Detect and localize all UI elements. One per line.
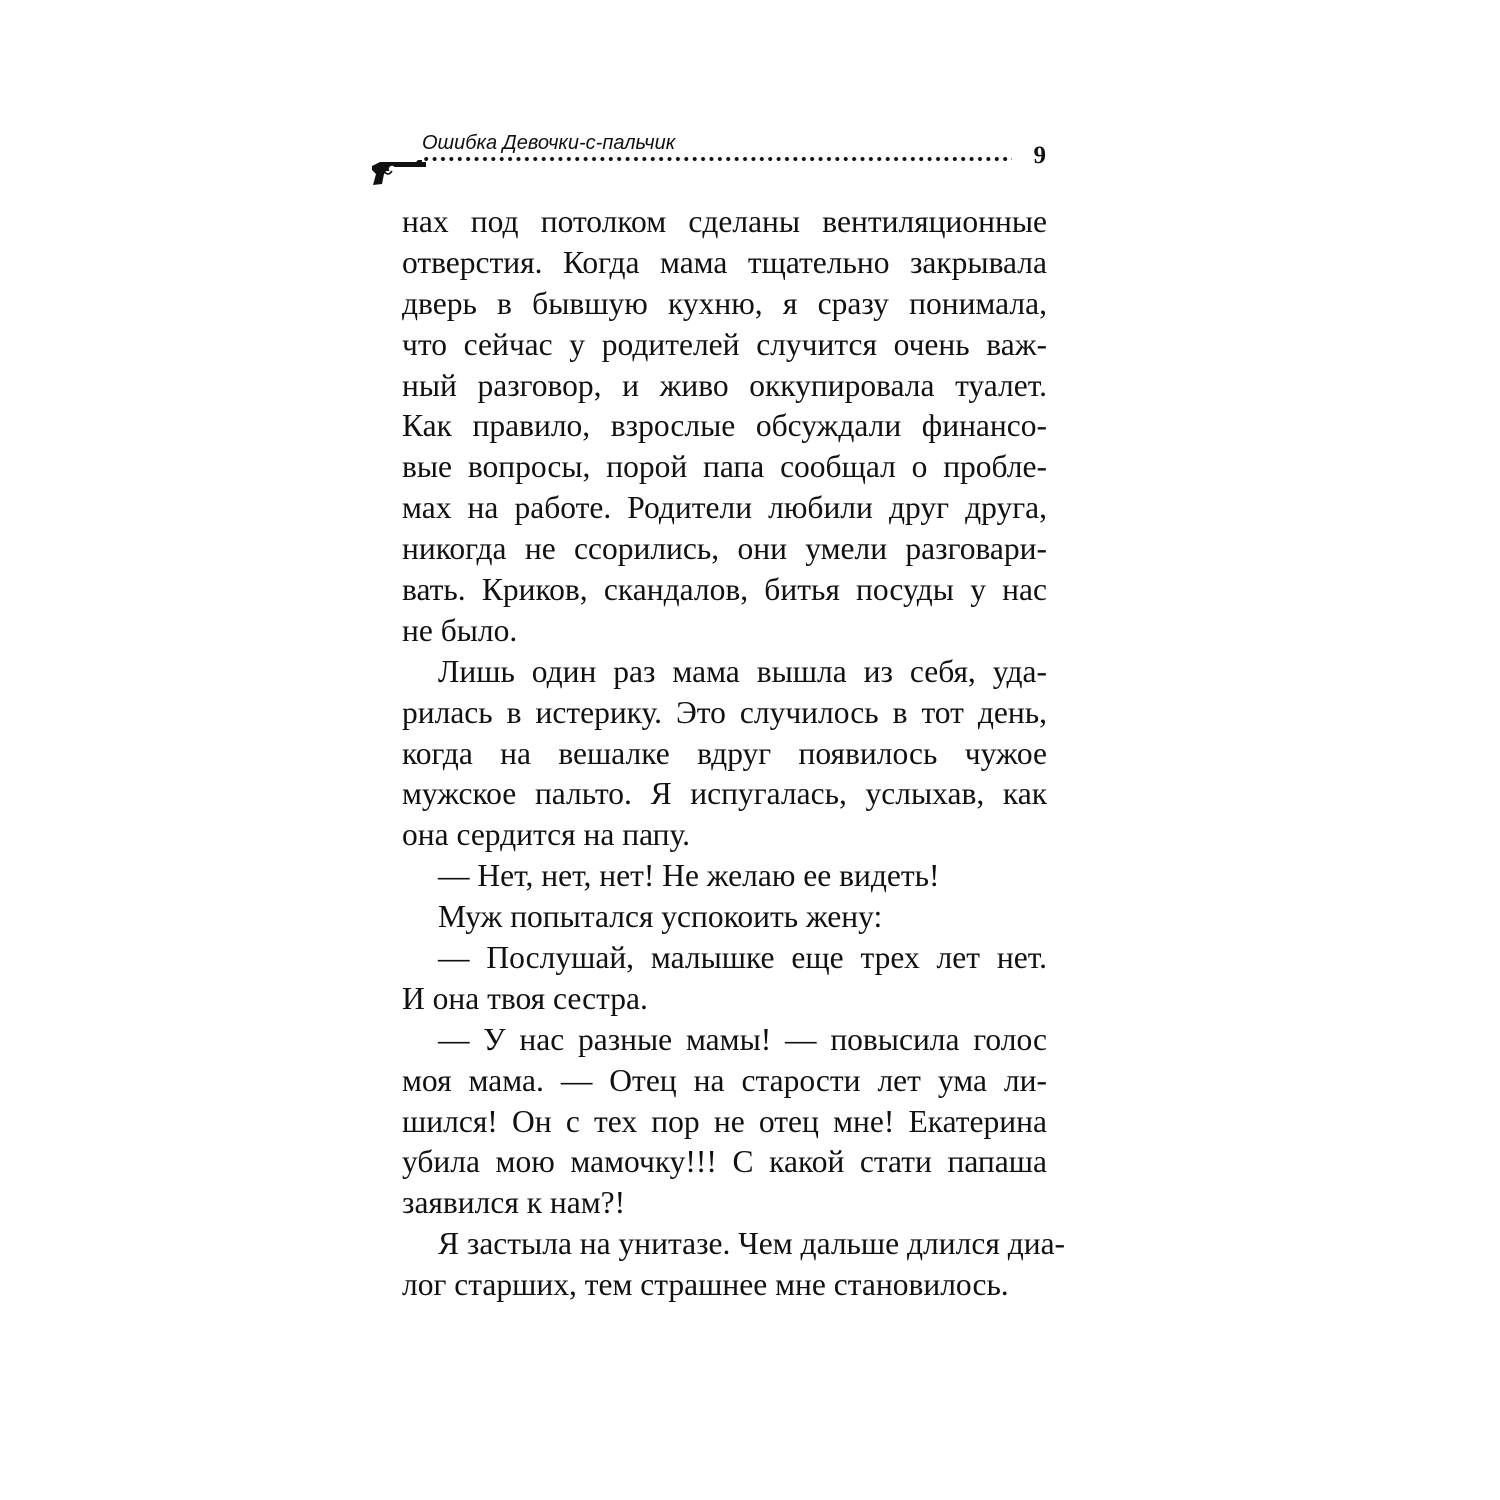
- text-line: моя мама. — Отец на старости лет ума ли-: [402, 1062, 1047, 1098]
- dotted-leader: [422, 155, 1012, 163]
- revolver-icon: [370, 152, 428, 186]
- text-line: И она твоя сестра.: [402, 980, 648, 1016]
- text-line: — Послушай, малышке еще трех лет нет.: [438, 940, 1047, 976]
- paragraph: [402, 897, 1047, 938]
- text-line: когда на вешалке вдруг появилось чужое: [402, 735, 1047, 771]
- running-header: [370, 128, 1060, 188]
- text-line: она сердится на папу.: [402, 817, 690, 853]
- paragraph: [402, 938, 1047, 1020]
- text-line: Лишь один раз мама вышла из себя, уда-: [438, 653, 1047, 689]
- text-line: нах под потолком сделаны вентиляционные: [402, 204, 1047, 239]
- text-line: не было.: [402, 612, 518, 648]
- paragraph: [402, 1224, 1066, 1306]
- text-line: Я застыла на унитазе. Чем дальше длился диа-: [438, 1226, 1066, 1262]
- paragraph: [402, 1020, 1047, 1224]
- text-line: Муж попытался успокоить жену:: [438, 899, 883, 935]
- text-line: заявился к нам?!: [402, 1185, 626, 1221]
- body-text: [402, 202, 1066, 1306]
- page-number: 9: [1033, 142, 1046, 169]
- text-line: — У нас разные мамы! — повысила голос: [438, 1021, 1047, 1057]
- text-line: мужское пальто. Я испугалась, услыхав, как: [402, 776, 1047, 812]
- paragraph: [402, 202, 1047, 652]
- text-line: вые вопросы, порой папа сообщал о пробле-: [402, 449, 1047, 485]
- text-line: вать. Криков, скандалов, битья посуды у нас: [402, 572, 1047, 608]
- text-line: лог старших, тем страшнее мне становилось.: [402, 1267, 1009, 1303]
- text-line: шился! Он с тех пор не отец мне! Екатерина: [402, 1103, 1047, 1139]
- text-line: никогда не ссорились, они умели разговари-: [402, 531, 1047, 567]
- running-title: Ошибка Девочки-с-пальчик: [422, 132, 676, 154]
- text-line: — Нет, нет, нет! Не желаю ее видеть!: [438, 858, 940, 894]
- text-line: рилась в истерику. Это случилось в тот день,: [402, 694, 1047, 730]
- text-line: отверстия. Когда мама тщательно закрывала: [402, 244, 1047, 280]
- text-line: ный разговор, и живо оккупировала туалет.: [402, 367, 1047, 403]
- text-line: убила мою мамочку!!! С какой стати папаша: [402, 1144, 1047, 1180]
- paragraph: [402, 856, 1047, 897]
- paragraph: [402, 652, 1047, 856]
- text-line: Как правило, взрослые обсуждали финансо-: [402, 408, 1047, 444]
- text-line: что сейчас у родителей случится очень важ-: [402, 326, 1047, 362]
- text-line: мах на работе. Родители любили друг друга,: [402, 490, 1047, 526]
- text-line: дверь в бывшую кухню, я сразу понимала,: [402, 285, 1047, 321]
